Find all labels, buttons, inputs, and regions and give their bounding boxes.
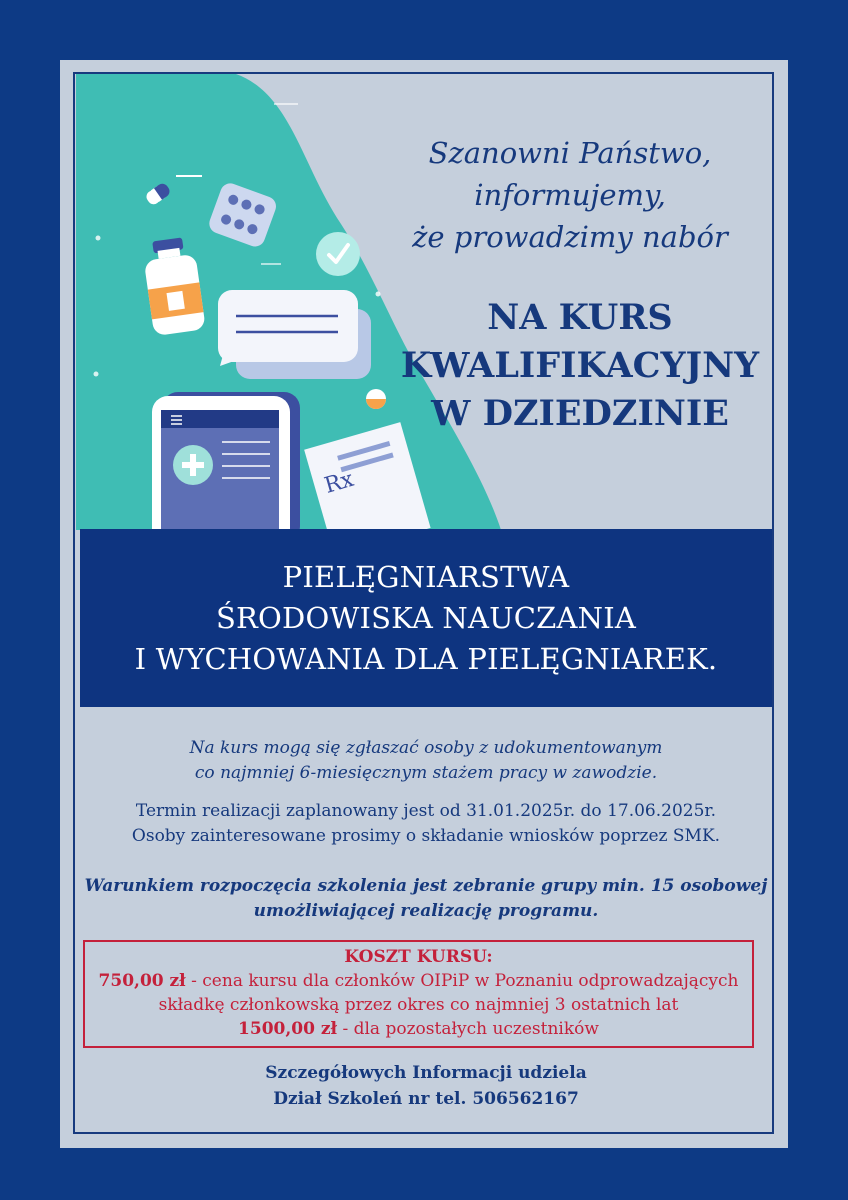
- requirements-line1: Na kurs mogą się zgłaszać osoby z udokumentowanym: [189, 738, 663, 758]
- chat-bubble-icon: [218, 290, 371, 379]
- course-title-line2: KWALIFIKACYJNY: [400, 345, 760, 386]
- requirements-line2: co najmniej 6-miesięcznym stażem pracy w zawodzie.: [194, 763, 658, 783]
- price-others-desc: - dla pozostałych uczestników: [337, 1019, 599, 1039]
- cost-box: [83, 940, 754, 1048]
- contact-line1: Szczegółowych Informacji udziela: [265, 1063, 587, 1083]
- condition-line1: Warunkiem rozpoczęcia szkolenia jest zebranie grupy min. 15 osobowej: [84, 876, 768, 896]
- course-title-line3: W DZIEDZINIE: [431, 393, 729, 434]
- price-members: 750,00 zł: [98, 971, 186, 991]
- requirements-text: [80, 736, 772, 786]
- checkmark-icon: [316, 232, 360, 276]
- greeting-line3: że prowadzimy nabór: [412, 220, 728, 254]
- condition-line2: umożliwiającej realizację programu.: [253, 901, 599, 921]
- greeting: [370, 132, 770, 258]
- banner-line1: PIELĘGNIARSTWA: [282, 559, 570, 594]
- price-others: 1500,00 zł: [238, 1019, 338, 1039]
- cost-line-members: [85, 969, 752, 993]
- term-line2: Osoby zainteresowane prosimy o składanie wniosków poprzez SMK.: [131, 826, 721, 846]
- rx-label: Rx: [321, 466, 357, 499]
- medical-cross-icon: [173, 445, 213, 485]
- term-text: [80, 799, 772, 849]
- greeting-line1: Szanowni Państwo,: [428, 136, 712, 170]
- contact-line2: Dział Szkoleń nr tel. 506562167: [273, 1089, 579, 1109]
- banner-line3: I WYCHOWANIA DLA PIELĘGNIAREK.: [134, 641, 718, 676]
- cost-heading: KOSZT KURSU:: [344, 947, 493, 967]
- condition-text: [80, 874, 772, 924]
- price-members-desc: - cena kursu dla członków OIPiP w Poznaniu odprowadzających: [185, 971, 739, 991]
- contact-info: [80, 1060, 772, 1112]
- cost-line-others: [85, 1017, 752, 1041]
- banner-line2: ŚRODOWISKA NAUCZANIA: [215, 600, 637, 635]
- greeting-line2: informujemy,: [474, 178, 666, 212]
- cost-line-members-cont: składkę członkowską przez okres co najmniej 3 ostatnich lat: [158, 995, 679, 1015]
- specialty-banner: [80, 529, 772, 707]
- term-line1: Termin realizacji zaplanowany jest od 31.01.2025r. do 17.06.2025r.: [135, 801, 717, 821]
- course-title-line1: NA KURS: [487, 297, 673, 338]
- course-title: [380, 294, 780, 438]
